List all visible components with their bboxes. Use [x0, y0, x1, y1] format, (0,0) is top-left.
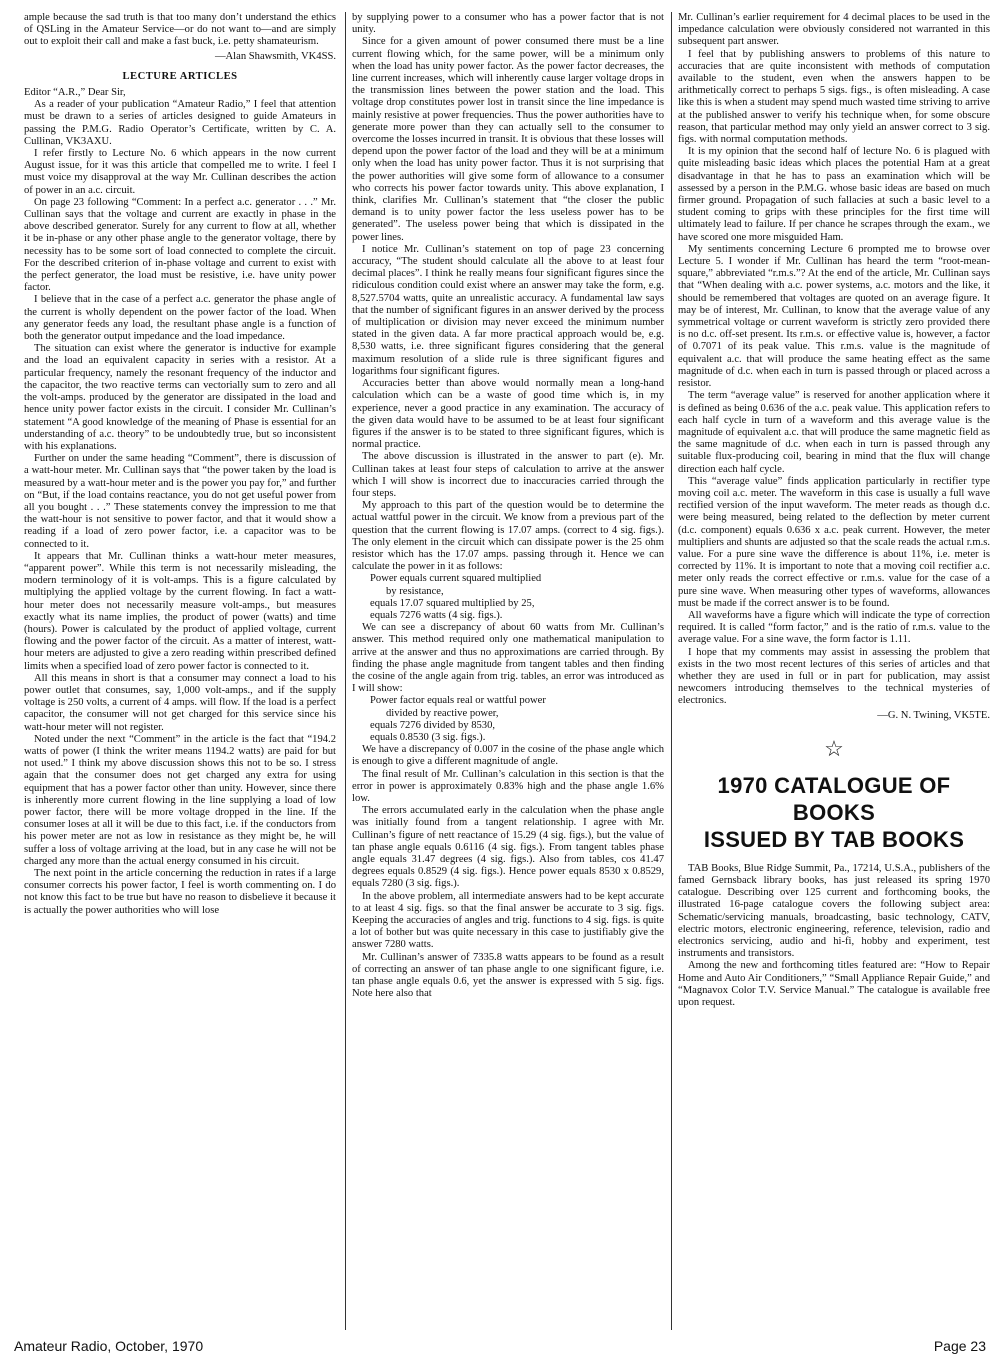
calculation-line: equals 17.07 squared multiplied by 25, — [370, 597, 535, 609]
paragraph: I believe that in the case of a perfect a.c. generator the phase angle of the current is wholly dependent on the power factor of the load. When any generator feeds any load, the resultant phase angle is a function of both the generator output impedance and the load impedance. — [24, 294, 336, 343]
calculation-line: by resistance, — [386, 585, 444, 597]
paragraph: All this means in short is that a consumer may connect a load to his power outlet that consumes, say, 1,000 volt-amps., and if the supply voltage is 250 volts, a current of 4 amps. will flow. If the load is a perfect capacitor, the consumer will not get charged for this service since his watt-hour meter will not register. — [24, 672, 336, 733]
paragraph: by supplying power to a consumer who has a power factor that is not unity. — [352, 12, 664, 36]
paragraph: The above discussion is illustrated in the answer to part (e). Mr. Cullinan takes at least four steps of calculation to arrive at the answer which I will show is incorrect due to inaccuracies carried through the four steps. — [352, 451, 664, 499]
column-rule — [345, 12, 346, 1330]
paragraph: Accuracies better than above would normally mean a long-hand calculation which can be a waste of good time which is, in my experience, never a good practice in any examination. The accuracy of the given data would have to be assumed to be at least four significant figures if the answer is to be stated to three significant figures, which is normal practice. — [352, 378, 664, 451]
article-heading-line: 1970 CATALOGUE OF BOOKS — [717, 772, 951, 825]
calculation-line: equals 7276 divided by 8530, — [370, 719, 496, 731]
publication-info: Amateur Radio, October, 1970 — [14, 1338, 204, 1354]
signature: —G. N. Twining, VK5TE. — [877, 709, 990, 721]
page-number: Page 23 — [933, 1338, 986, 1354]
paragraph: Among the new and forthcoming titles featured are: “How to Repair Home and Auto Air Conditioners,” “Small Appliance Repair Guide,” and “Magnavox Color T.V. Service Manual.” The catalogue is available free upon request. — [678, 960, 990, 1009]
paragraph: In the above problem, all intermediate answers had to be kept accurate to at least 4 sig. figs. so that the final answer be accurate to 3 sig. figs. Keeping the accuracies of angles and trig. functions to 4 sig. figs. is quite a lot of bother but was quite necessary in this case to justifiably give the answer 7280 watts. — [352, 890, 664, 951]
article-heading — [678, 772, 990, 853]
salutation: Editor “A.R.,” Dear Sir, — [24, 87, 126, 99]
paragraph: All waveforms have a figure which will indicate the type of correction required. It is called “form factor,” and is the ratio of r.m.s. value to the average value. For a sine wave, the form factor is 1.11. — [678, 609, 990, 646]
section-heading: LECTURE ARTICLES — [122, 70, 238, 82]
paragraph: Mr. Cullinan’s earlier requirement for 4 decimal places to be used in the impedance calculation were obviously considered not warranted in this subsequent part answer. — [678, 12, 990, 48]
paragraph: TAB Books, Blue Ridge Summit, Pa., 17214, U.S.A., publishers of the famed Gernsback library books, has just released its spring 1970 catalogue. Describing over 125 current and forthcoming books, the illustrated 16-page catalogue covers the following subject area: Schematic/servicing manuals, broadcasting, basic technology, CATV, electric motors, electronic engineering, reference, television, radio and electronics servicing, audio and hi-fi, hobby and experiment, test instruments and transistors. — [678, 862, 990, 960]
star-icon: ☆ — [824, 735, 844, 761]
paragraph: We have a discrepancy of 0.007 in the cosine of the phase angle which is enough to give a different magnitude of angle. — [352, 744, 664, 768]
paragraph: I feel that by publishing answers to problems of this nature to accuracies that are quite inconsistent with methods of computation available to the student, even when the answers happen to be arithmetically correct to perhaps 5 sigs. figs., is often misleading. A case like this is when a student may spend much wasted time striving to arrive at the published answer to verify his technique when, for some obscure reason, that particular method may only yield an answer correct to 3 sig. figs. with normal computation methods. — [678, 48, 990, 146]
paragraph: On page 23 following “Comment: In a perfect a.c. generator . . .” Mr. Cullinan says that the voltage and current are exactly in phase in the above described generator. Surely for any current to flow at all, whether it be in-phase or any other phase angle to the generator voltage, there by necessity has to be some sort of load connected to complete the circuit. For the described criterion of in-phase voltage and current to exist with the perfect generator, the load must be resistive, i.e. have unity power factor. — [24, 196, 336, 294]
paragraph: I notice Mr. Cullinan’s statement on top of page 23 concerning accuracy, “The student should calculate all the above to at least four decimal places”. I think he really means four significant figures since the ridiculous condition could exist where an answer may take the form, e.g. 8,527.5704 watts, quite an unrealistic accuracy. A fundamental law says that the number of significant figures in an answer derived by the process of multiplication or division may never exceed the minimum number stated in the given data. A far more practical approach would be, e.g. 8,530 watts, i.e. three significant figures considering that the general maximum resolution of a slide rule is three significant figures and logarithms four significant figures. — [352, 243, 664, 377]
paragraph: I hope that my comments may assist in assessing the problem that exists in the two most recent lectures of this series of articles and that whether they are used in full or in part for publication, may assist newcomers introducing themselves to the technical mysteries of electronics. — [678, 646, 990, 707]
paragraph: The final result of Mr. Cullinan’s calculation in this section is that the error in power is approximately 0.83% high and the phase angle 1.6% low. — [352, 768, 664, 804]
signature: —Alan Shawsmith, VK4SS. — [214, 50, 336, 62]
paragraph: I refer firstly to Lecture No. 6 which appears in the now current August issue, for it was this article that compelled me to write. I feel I must voice my disapproval at the way Mr. Cullinan describes the action of power in an a.c. circuit. — [24, 148, 336, 196]
column-right — [678, 12, 990, 1330]
calculation-line: divided by reactive power, — [386, 707, 499, 719]
column-middle — [352, 12, 664, 1330]
paragraph: The errors accumulated early in the calculation when the phase angle was initially found from a tangent relationship. I agree with Mr. Cullinan’s figure of nett reactance of 15.29 (4 sig. figs.), but the value of tan phase angle equals 0.6116 (4 sig. figs.). From tangent tables phase angle equals 31.47 degrees (4 sig. figs.). Also from tables, cos 41.47 degrees equals 0.8529 (4 sig. figs.). Hence power equals 8530 x 0.8529, equals 7280 (3 sig. figs.). — [352, 805, 664, 890]
paragraph: Further on under the same heading “Comment”, there is discussion of a watt-hour meter. Mr. Cullinan says that “the power taken by the load is measured by a watt-hour meter and is the power you pay for,” and further on “But, if the load contains reactance, you do not get useful power from all you bought . . .” These statements convey the impression to me that the watt-hour is not sensitive to power factor, and that it would show a reading if a load of zero power factor, i.e. a capacitor was to be connected to it. — [24, 453, 336, 550]
calculation-line: equals 7276 watts (4 sig. figs.). — [370, 609, 503, 621]
calculation-line: Power factor equals real or wattful power — [370, 695, 546, 707]
paragraph: Mr. Cullinan’s answer of 7335.8 watts appears to be found as a result of correcting an answer of tan phase angle to one significant figure, i.e. tan phase angle equals 0.6, yet the answer is expressed with 5 sig. figs. Note here also that — [352, 951, 664, 1000]
paragraph: My sentiments concerning Lecture 6 prompted me to browse over Lecture 5. I wonder if Mr. Cullinan has heard the term “root-mean-square,” abbreviated “r.m.s.”? At the end of the article, Mr. Cullinan says that “When dealing with a.c. power systems, a.c. motors and the like, it should be remembered that voltages are quoted on an average figure. It may be of interest, Mr. Cullinan, to know that the average value of any symmetrical voltage or current waveform is strictly zero provided there is no d.c. off-set present. Its r.m.s. or effective value is, however, a factor of 0.7071 of its peak value. This r.m.s. value is the magnitude of equivalent a.c. that will produce the same heating effect as the same magnitude of d.c. when each in turn is passed through or placed across a resistor. — [678, 243, 990, 390]
paragraph: It appears that Mr. Cullinan thinks a watt-hour meter measures, “apparent power”. While this term is not necessarily misleading, the modern terminology of it is volt-amps. This is a figure calculated by multiplying the applied voltage by the current flowing. In fact a watt-hour meter does not necessarily measure volt-amps., but measures exactly what its name implies, the product of power (watts) and time (hours). Power is calculated by the product of applied voltage, current flowing and the power factor of the circuit. As a matter of interest, watt-hour meters are adjusted to give a zero reading within prescribed defined limits when a specified load of zero power factor is connected to it. — [24, 550, 336, 672]
page-footer — [14, 1338, 986, 1354]
paragraph: This “average value” finds application particularly in rectifier type moving coil a.c. meter. The waveform in this case is usually a full wave rectified version of the input waveform. The meter reads as though d.c. were being measured, being related to the deflection by meter current (d.c. component) equals 0.636 x a.c. peak current. However, the meter multipliers and shunts are adjusted so that the scale reads the actual r.m.s. value. For a pure sine wave the difference is about 11%, i.e. meter is corrected by 11%. It is important to note that a moving coil rectifier a.c. meter only reads the correct effective or r.m.s. value for the case of a pure sine wave. When measuring other types of waveforms, allowances must be made if the correct answer is to be found. — [678, 475, 990, 609]
paragraph: The term “average value” is reserved for another application where it is defined as being 0.636 of the a.c. peak value. This application refers to each half cycle in turn of a waveform and this average value is the magnitude of equivalent a.c. that will produce the same magnetic field as the same magnitude of d.c. when each in turn is passed through any suitable flux-producing coil, bearing in mind that the flux will change direction each half cycle. — [678, 390, 990, 475]
paragraph: The situation can exist where the generator is inductive for example and the load an equivalent capacity in series with a resistor. At a particular frequency, namely the resonant frequency of the inductor and the capacitor, the two reactive terms can vectorially sum to zero and all the volt-amps. produced by the generator are dissipated in the load and hence unity power factor exists in the circuit. I consider Mr. Cullinan’s statement “A good knowledge of the meaning of Phase is essential for an understanding of a.c. theory” to be undoubtedly true, but so inconsistent with his explanations. — [24, 343, 336, 452]
paragraph: The next point in the article concerning the reduction in rates if a large consumer corrects his power factor, I feel is worth commenting on. I do not know this fact to be true but have no reason to disbelieve it because it is actually the power authorities who will lose — [24, 868, 336, 916]
paragraph: My approach to this part of the question would be to determine the actual wattful power in the circuit. We know from a previous part of the question that the current flowing is 17.07 amps. (correct to 4 sig. figs.). The only element in the circuit which can dissipate power is the 25 ohm resistor which has the 17.07 amps. passing through it. Hence we can calculate the power in it as follows: — [352, 500, 664, 573]
column-left — [24, 12, 336, 1330]
paragraph: Since for a given amount of power consumed there must be a line current flowing which, for the same power, will be a minimum only when the load has unity power factor. As the power factor decreases, the line current increases, which will inherently cause larger voltage drops in the transmission lines between the power station and the load. This voltage drop constitutes power lost in transit since the line impedance is mainly resistive at power frequencies. Thus the power authorities have to generate more power than they can actually sell to the consumer to overcome the losses incurred in transit. It is obvious that these losses will depend upon the power factor of the load and they will be at a minimum only when the load has unity power factor. Thus it is not surprising that the power authorities will give some form of allowance to a consumer who corrects his power factor towards unity. This above explanation, I think, clarifies Mr. Cullinan’s statement that “the closer the public demand is to unity power factor the less useless power has to be generated”. The useless power being that which is dissipated in the power lines. — [352, 36, 664, 243]
paragraph: It is my opinion that the second half of lecture No. 6 is plagued with quite misleading basic ideas which places the potential Ham at a great disadvantage in that he has to pass an examination which will be assessed by a person in the P.M.G. whose basic ideas are based on much firmer ground. Propagation of such fallacies at such a basic level to a student coming to grips with these principles for the first time will ultimately lead to failure. If per chance he scrapes through the exam., we have scored one more misguided Ham. — [678, 146, 990, 243]
calculation-line: Power equals current squared multiplied — [370, 573, 542, 585]
paragraph: ample because the sad truth is that too many don’t understand the ethics of QSLing in the Amateur Service—or do not want to—and are simply out to exploit their call and make a fast buck, i.e. petty shamateurism. — [24, 12, 336, 48]
paragraph: As a reader of your publication “Amateur Radio,” I feel that attention must be drawn to a series of articles designed to guide Amateurs in passing the P.M.G. Radio Operator’s Certificate, written by C. A. Cullinan, VK3AXU. — [24, 99, 336, 147]
paragraph: We can see a discrepancy of about 60 watts from Mr. Cullinan’s answer. This method required only one mathematical manipulation to arrive at the answer and thus no approximations are carried through. By finding the phase angle magnitude from tangent tables and then finding the cosine of the angle again from trig. tables, an error was introduced as I will show: — [352, 622, 664, 695]
magazine-page — [10, 12, 990, 1332]
article-heading-line: ISSUED BY TAB BOOKS — [703, 826, 965, 852]
column-rule — [671, 12, 672, 1330]
paragraph: Noted under the next “Comment” in the article is the fact that “194.2 watts of power (I think the writer means 1194.2 watts) are paid for but not used.” I think my above discussion shows this not to be so. I stress again that the consumer does not get charged any extra for using equipment that has a power factor other than unity. However, since there is inherently more current flowing in the line supplying a load of low power factor, there will be more voltage dropped in the line. If the consumer loses at all it will be due to this fact, i.e. if the conductors from his power meter are not as low in resistance as they might be, he will suffer a loss of voltage arriving at the load, but in any case he will not be charged any more than the actual energy consumed in his circuit. — [24, 733, 336, 867]
calculation-line: equals 0.8530 (3 sig. figs.). — [370, 731, 486, 743]
